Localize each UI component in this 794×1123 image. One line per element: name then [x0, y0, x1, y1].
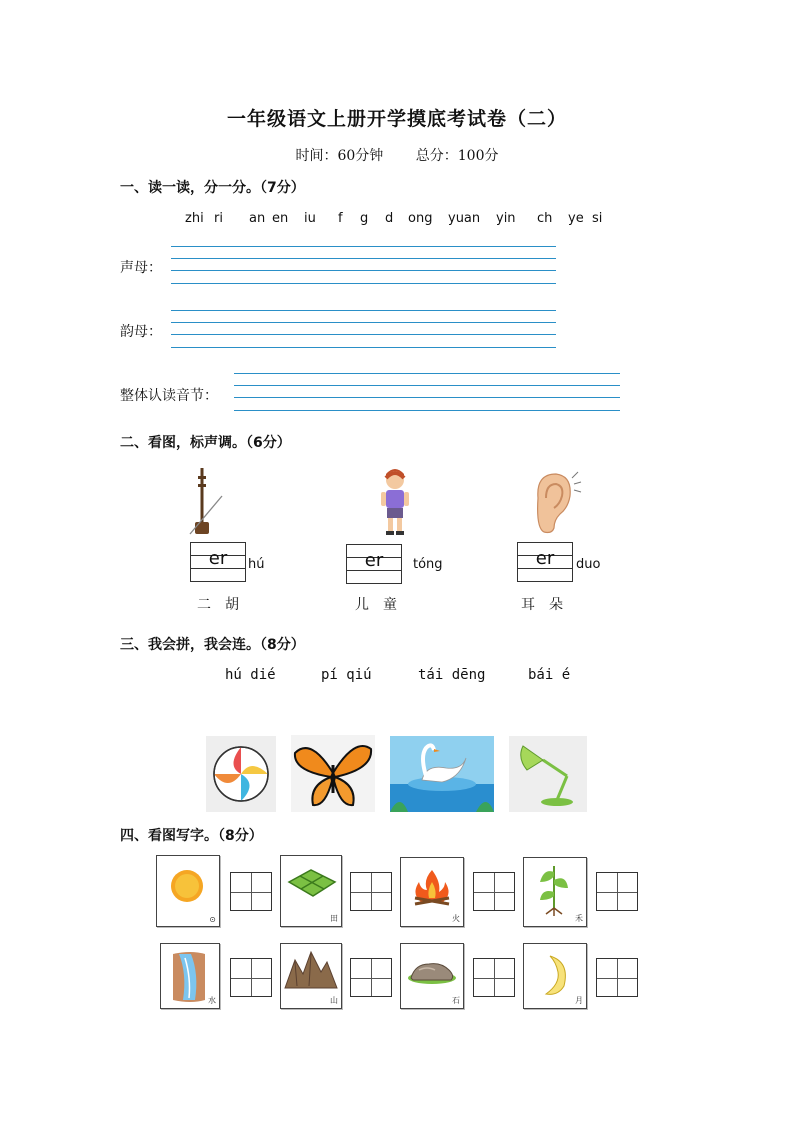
desk-lamp-icon[interactable]	[509, 736, 587, 812]
syllable: ong	[408, 211, 433, 226]
hint-glyph: ⊙	[209, 915, 216, 924]
picture-card	[280, 855, 342, 927]
pinyin-rest: duo	[576, 557, 601, 572]
syllable-row	[0, 211, 794, 229]
syllable: yin	[496, 211, 516, 226]
writing-grid[interactable]	[473, 872, 515, 911]
hint-glyph: 石	[452, 996, 460, 1005]
hint-glyph: 水	[208, 996, 216, 1005]
shengmu-label: 声母：	[120, 260, 162, 276]
writing-grid[interactable]	[596, 958, 638, 997]
writing-grid[interactable]	[350, 872, 392, 911]
syllable: an	[249, 211, 266, 226]
syllable: ch	[537, 211, 553, 226]
ball-icon[interactable]	[206, 736, 276, 812]
swan-icon[interactable]	[390, 736, 494, 812]
syllable: f	[338, 211, 343, 226]
writing-grid[interactable]	[596, 872, 638, 911]
syllable: iu	[304, 211, 316, 226]
picture-card	[156, 855, 220, 927]
hint-glyph: 禾	[575, 914, 583, 923]
pinyin-word: hú dié	[225, 667, 276, 683]
section1-heading: 一、读一读，分一分。（7分）	[120, 180, 305, 196]
syllable: d	[385, 211, 394, 226]
hint-glyph: 田	[330, 914, 338, 923]
hint-glyph: 月	[575, 996, 583, 1005]
page-title: 一年级语文上册开学摸底考试卷（二）	[226, 108, 567, 130]
pinyin-rest: tóng	[413, 557, 443, 572]
tone-box[interactable]: er	[517, 542, 573, 582]
hanzi-word: 二胡	[197, 597, 253, 613]
syllable: en	[272, 211, 289, 226]
yunmu-writing-lines[interactable]	[171, 310, 556, 348]
picture-card	[160, 943, 220, 1009]
zhengti-label: 整体认读音节：	[120, 388, 218, 404]
hanzi-word: 儿童	[355, 597, 411, 613]
picture-card	[400, 857, 464, 927]
syllable: yuan	[448, 211, 481, 226]
hint-glyph: 火	[452, 914, 460, 923]
child-icon	[376, 466, 414, 538]
writing-grid[interactable]	[350, 958, 392, 997]
tone-box[interactable]: er	[190, 542, 246, 582]
section3-heading: 三、我会拼，我会连。（8分）	[120, 637, 305, 653]
picture-card	[400, 943, 464, 1009]
pinyin-word: tái dēng	[418, 667, 486, 683]
exam-score: 总分：100分	[415, 148, 499, 164]
exam-time: 时间：60分钟	[295, 148, 384, 164]
pinyin-rest: hú	[248, 557, 265, 572]
syllable: g	[360, 211, 369, 226]
yunmu-label: 韵母：	[120, 324, 162, 340]
writing-grid[interactable]	[230, 872, 272, 911]
picture-card	[280, 943, 342, 1009]
syllable: ye	[568, 211, 584, 226]
exam-info	[0, 145, 794, 165]
syllable: zhi	[185, 211, 204, 226]
syllable: si	[592, 211, 603, 226]
butterfly-icon[interactable]	[291, 735, 375, 812]
section2-heading: 二、看图，标声调。（6分）	[120, 435, 291, 451]
ear-icon	[528, 468, 582, 536]
pinyin-word: pí qiú	[321, 667, 372, 683]
picture-card	[523, 857, 587, 927]
zhengti-writing-lines[interactable]	[234, 373, 620, 411]
erhu-icon	[186, 466, 226, 540]
picture-card	[523, 943, 587, 1009]
syllable: ri	[214, 211, 223, 226]
tone-box[interactable]: er	[346, 544, 402, 584]
hanzi-word: 耳朵	[521, 597, 577, 613]
hint-glyph: 山	[330, 996, 338, 1005]
writing-grid[interactable]	[230, 958, 272, 997]
section4-heading: 四、看图写字。（8分）	[120, 828, 263, 844]
shengmu-writing-lines[interactable]	[171, 246, 556, 284]
pinyin-word: bái é	[528, 667, 571, 683]
writing-grid[interactable]	[473, 958, 515, 997]
